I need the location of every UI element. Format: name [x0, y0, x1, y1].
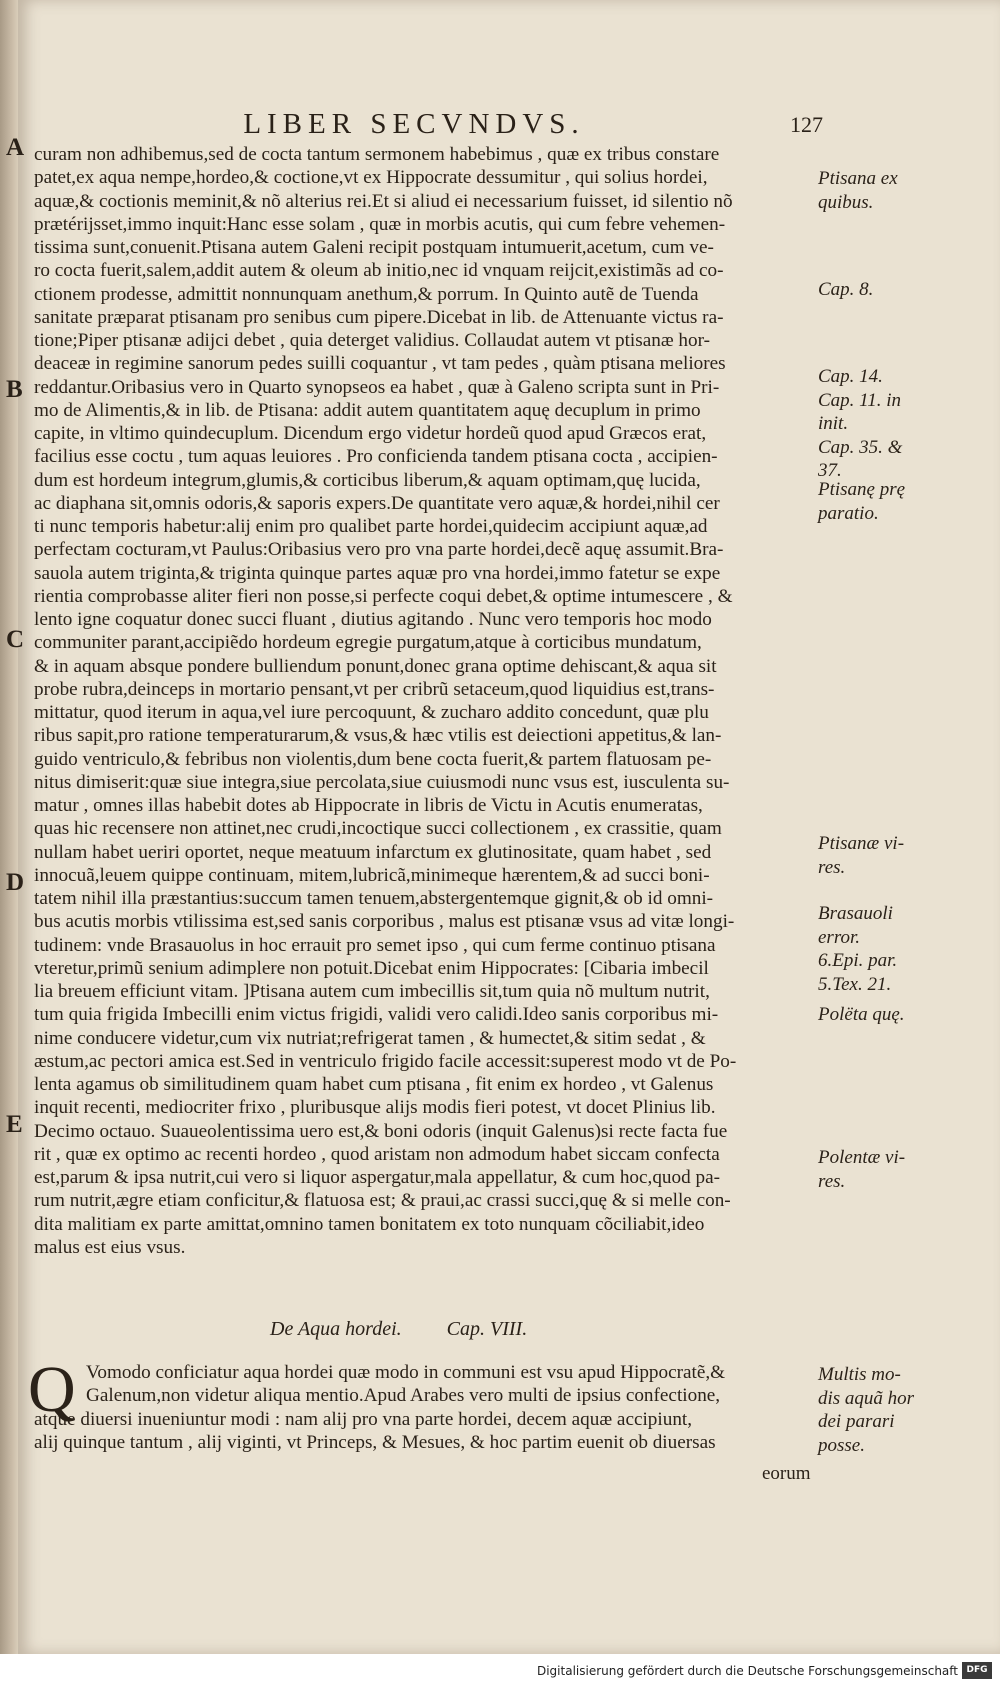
running-title: LIBER SECVNDVS.: [243, 108, 585, 140]
section-mark-b: B: [6, 376, 23, 403]
text-line: nime conducere videtur,cum vix nutriat;refrigerat tamen , & humectet,& sitim sedat , &: [34, 1027, 706, 1049]
dfg-logo: DFG: [962, 1662, 992, 1679]
section-mark-e: E: [6, 1111, 23, 1138]
text-line: rum nutrit,ægre etiam conficitur,& flatuosa est; & praui,ac crassi succi,quę & si melle con-: [34, 1190, 731, 1212]
chapter-number: Cap. VIII.: [446, 1318, 528, 1340]
margin-note: Ptisanæ vi- res.: [818, 833, 905, 878]
text-line: vteretur,primũ senium adimplere non potuit.Dicebat enim Hippocrates: [Cibaria imbecil: [34, 957, 709, 979]
text-line: ac diaphana sit,omnis odoris,& saporis expers.De quantitate vero aquæ,& hordei,nihil cer: [34, 492, 720, 514]
text-line: mo de Alimentis,& in lib. de Ptisana: addit autem quantitatem aquę decuplum in primo: [34, 399, 701, 421]
text-line: æstum,ac pectori amica est.Sed in ventriculo frigido facile accessit:superest modo vt de Po-: [34, 1050, 737, 1072]
text-line: dita malitiam ex parte amittat,omnino tamen bonitatem ex toto nunquam cõciliabit,ideo: [34, 1213, 705, 1235]
text-line: perfectam cocturam,vt Paulus:Oribasius vero pro vna parte hordei,decẽ aquę assumit.Bra-: [34, 539, 724, 561]
text-line: tum quia frigida Imbecilli enim victus frigidi, validi vero calidi.Ideo sanis corporibus mi-: [34, 1004, 719, 1026]
text-line: ti nunc temporis habetur:alij enim pro qualibet parte hordei,quidecim accipiunt aquæ,ad: [34, 516, 708, 537]
main-text-block: [34, 143, 812, 1259]
text-line: nitus dimiserit:quæ siue integra,siue percolata,siue cuiusmodi nunc vsus est, iusculenta su-: [34, 771, 730, 793]
margin-note: Ptisanę prę paratio.: [818, 479, 906, 524]
text-line: tissima sunt,conuenit.Ptisana autem Galeni recipit postquam intumuerit,acetum, cum ve-: [34, 237, 714, 258]
text-line: & in aquam absque pondere bulliendum ponunt,donec grana optime dehiscant,& aqua sit: [34, 655, 717, 677]
text-line: rit , quæ ex optimo ac recenti hordeo , quod aristam non admodum habet siccam confecta: [34, 1143, 720, 1165]
text-line: Decimo octauo. Suaueolentissima uero est,& boni odoris (inquit Galenus)si recte facta fue: [34, 1120, 728, 1142]
section-mark-c: C: [6, 626, 25, 653]
text-line: reddantur.Oribasius vero in Quarto synopseos ea habet , quæ à Galeno scripta sunt in Pri-: [34, 376, 720, 398]
text-line: capite, in vltimo quindecuplum. Dicendum ergo videtur hordeũ quod apud Græcos erat,: [34, 423, 707, 444]
text-line: est,parum & ipsa nutrit,cui vero si liquor aspergatur,mala appellatur, & cum hoc,quod pa-: [34, 1167, 721, 1188]
text-line: aquæ,& coctionis meminit,& nõ alterius rei.Et si aliud ei necessarium fuisset, id silentio nõ: [34, 190, 733, 212]
chapter-title: De Aqua hordei.: [270, 1318, 402, 1340]
text-line: communiter parant,accipiẽdo hordeum egregie purgatum,atque à corticibus mundatum,: [34, 632, 702, 654]
text-line: lento igne coquatur donec succi fluant , diutius agitando . Nunc vero temporis hoc modo: [34, 609, 712, 630]
catchword: eorum: [762, 1463, 811, 1484]
drop-cap: Q: [28, 1353, 76, 1426]
section-mark-d: D: [6, 869, 25, 896]
text-line: prætérijsset,immo inquit:Hanc esse solam , quæ in morbis acutis, qui cum febre vehemen-: [34, 213, 726, 235]
chapter-text-line: Vomodo conficiatur aqua hordei quæ modo in communi est vsu apud Hippocratẽ,&: [86, 1362, 726, 1383]
margin-note: Cap. 14. Cap. 11. in init. Cap. 35. & 37.: [818, 366, 903, 481]
text-line: dum est hordeum integrum,glumis,& corticibus liberum,& aquam optimam,quę lucida,: [34, 469, 701, 491]
page-number: 127: [790, 112, 823, 137]
text-line: quas hic recensere non attinet,nec crudi,incoctique succi collectionem , ex crassitie, quam: [34, 818, 722, 840]
text-line: probe rubra,deinceps in mortario pensant,vt per cribrũ setaceum,quod liquidius est,trans-: [34, 678, 715, 700]
footer-bar: [0, 1654, 1000, 1689]
text-line: matur , omnes illas habebit dotes ab Hippocrate in libris de Victu in Acutis enumeratas,: [34, 795, 703, 816]
text-line: guido ventriculo,& febribus non violentis,dum bene cocta fuerit,& partem flatuosam pe-: [34, 748, 712, 770]
text-line: patet,ex aqua nempe,hordeo,& coctione,vt ex Hippocrate dessumitur , qui solius hordei,: [34, 167, 708, 189]
text-line: tione;Piper ptisanæ adijci debet , quia deterget validius. Collaudat autem vt ptisanæ hor-: [34, 330, 711, 351]
text-line: nullam habet ueriri oportet, neque meatuum infarctum ex glutinositate, quam habet , sed: [34, 841, 712, 863]
margin-note: Cap. 8.: [818, 279, 874, 300]
chapter-text-line: Galenum,non videtur aliqua mentio.Apud Arabes vero multi de ipsius confectione,: [86, 1385, 721, 1407]
text-line: ro cocta fuerit,salem,addit autem & oleum ab initio,nec id vnquam reijcit,existimãs ad co-: [34, 260, 724, 282]
margin-note: Polëta quę.: [818, 1004, 905, 1025]
margin-note: Brasauoli error. 6.Epi. par. 5.Tex. 21.: [818, 903, 898, 995]
text-line: inquit recenti, mediocriter frixo , pluribusque alijs modis fieri potest, vt docet Plinius lib.: [34, 1097, 716, 1119]
chapter-text-line: atque diuersi inueniuntur modi : nam alij pro vna parte hordei, decem aquæ accipiunt,: [34, 1408, 693, 1430]
text-line: facilius esse coctu , tum aquas leuiores . Pro conficienda tandem ptisana cocta , accipien-: [34, 446, 718, 468]
text-line: rientia comprobasse aliter fieri non posse,si perfecte coqui debet,& optime intumescere , &: [34, 585, 733, 607]
text-line: sauola autem triginta,& triginta quinque partes aquæ pro vna hordei,immo fatetur se expe: [34, 562, 721, 584]
text-line: lia breuem efficiunt vitam. ]Ptisana autem cum imbecillis sit,tum quia nõ multum nutrit,: [34, 981, 710, 1002]
chapter-text-line: alij quinque tantum , alij viginti, vt Princeps, & Mesues, & hoc partim euenit ob diuersas: [34, 1431, 716, 1453]
text-line: malus est eius vsus.: [34, 1236, 186, 1258]
text-line: ctionem prodesse, admittit nonnunquam anethum,& porrum. In Quinto autẽ de Tuenda: [34, 283, 699, 305]
text-line: deaceæ in regimine sanorum pedes suilli coquantur , vt tam pedes , quàm ptisana meliores: [34, 353, 726, 375]
text-line: sanitate præparat ptisanam pro senibus cum pipere.Dicebat in lib. de Attenuante victus ra-: [34, 306, 724, 328]
text-line: innocuã,leuem quippe continuam, mitem,lubricã,minimeque hærentem,& ad succi boni-: [34, 864, 710, 886]
margin-note: Polentæ vi- res.: [818, 1147, 906, 1192]
text-line: ribus sapit,pro ratione temperaturarum,& vsus,& hæc vtilis est deiectioni appetitus,& lan-: [34, 725, 722, 747]
section-mark-a: A: [6, 134, 25, 161]
footer-credit: Digitalisierung gefördert durch die Deutsche Forschungsgemeinschaft: [536, 1664, 958, 1678]
text-line: curam non adhibemus,sed de cocta tantum sermonem habebimus , quæ ex tribus constare: [34, 144, 720, 165]
text-line: tudinem: vnde Brasauolus in hoc errauit pro semet ipso , qui cum ferme continuo ptisana: [34, 934, 716, 956]
text-line: bus acutis morbis vtilissima est,sed sanis corporibus , malus est ptisanæ vsus ad vitæ longi-: [34, 911, 735, 933]
chapter-heading: [270, 1318, 670, 1341]
text-line: tatem nihil illa præstantius:succum tamen tenuem,abstergentemque gignit,& ob id omni-: [34, 888, 714, 909]
text-line: lenta agamus ob similitudinem quam habet cum ptisana , fit enim ex hordeo , vt Galenus: [34, 1074, 714, 1095]
text-line: mittatur, quod iterum in aqua,vel iure percoquunt, & zucharo addito concedunt, quæ plu: [34, 702, 709, 723]
margin-note: Ptisana ex quibus.: [818, 168, 898, 213]
chapter-text-block: [34, 1361, 812, 1454]
margin-note: Multis mo- dis aquã hor dei parari posse.: [818, 1364, 915, 1456]
